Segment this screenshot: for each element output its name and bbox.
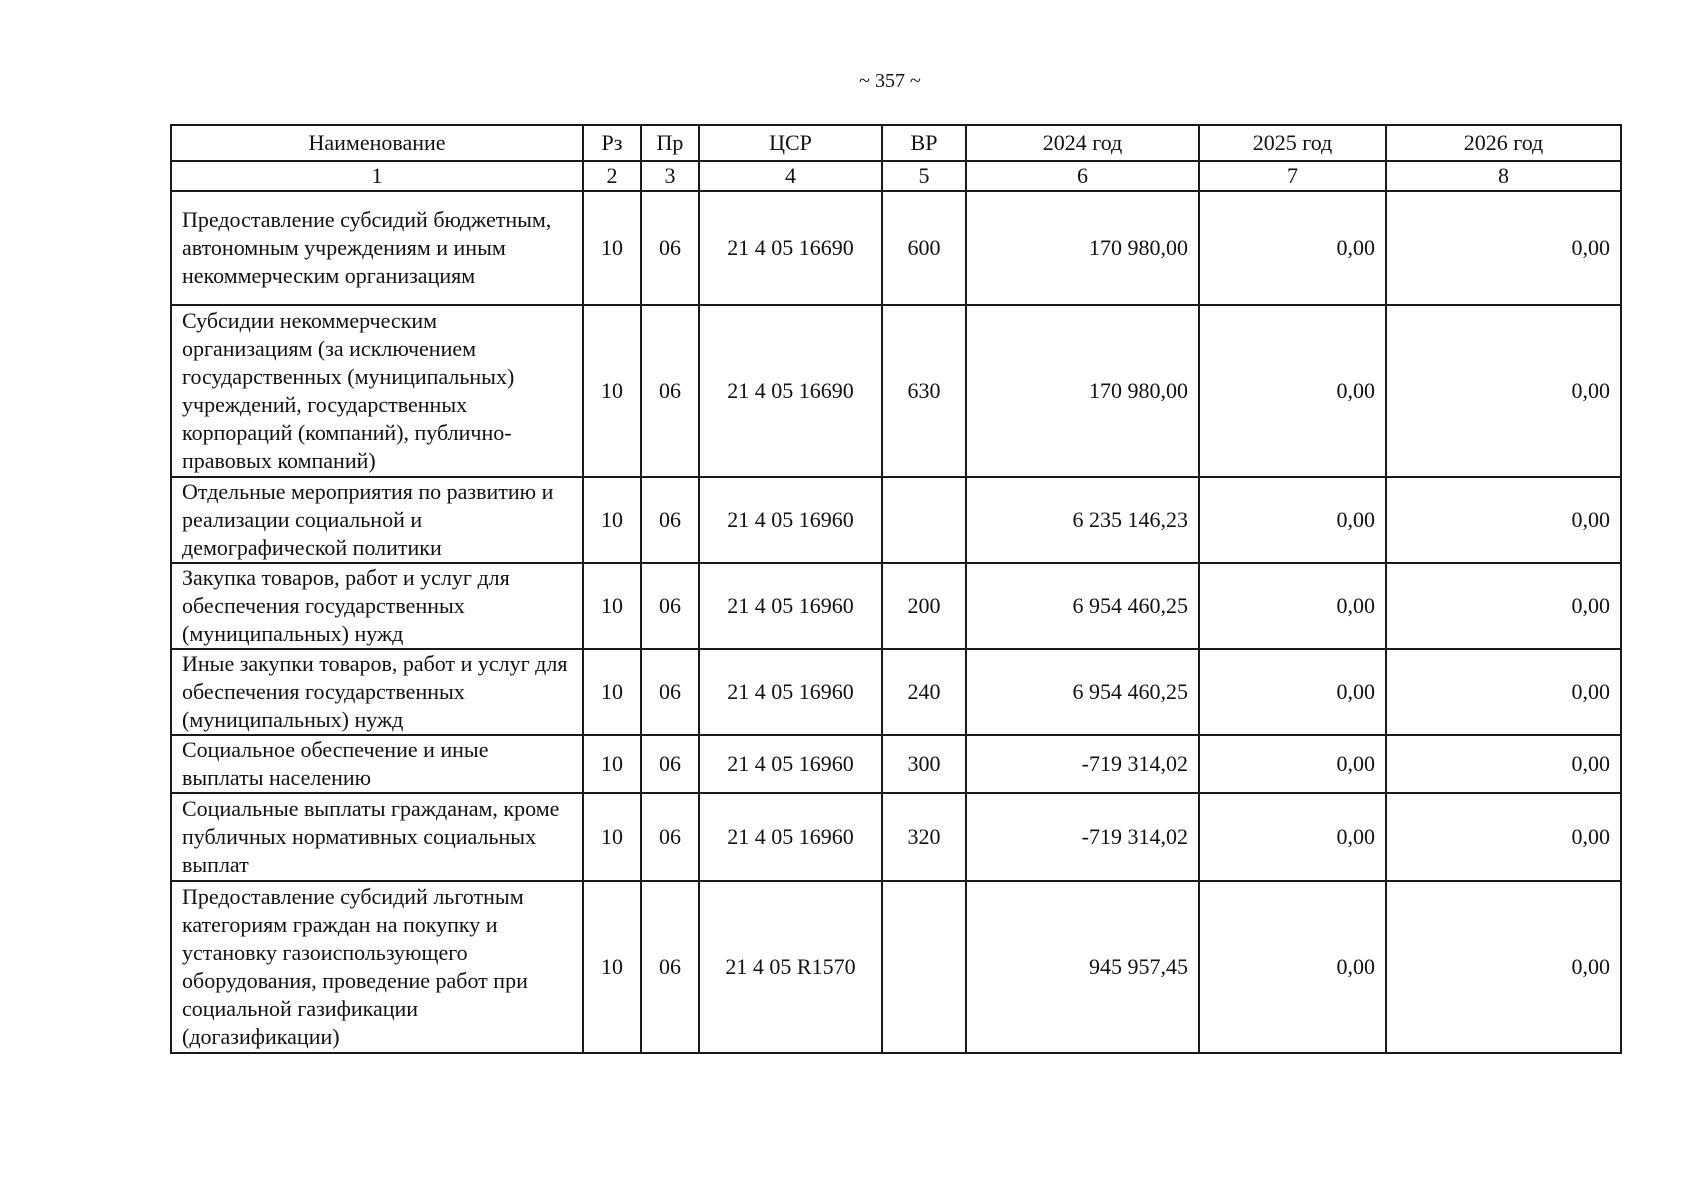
row-amount-2025: 0,00 [1199,881,1386,1053]
row-rz: 10 [583,881,641,1053]
row-amount-2025: 0,00 [1199,563,1386,649]
row-vr: 320 [882,793,966,881]
header-csr: ЦСР [699,125,882,161]
row-pr: 06 [641,191,699,305]
row-csr: 21 4 05 R1570 [699,881,882,1053]
column-number: 8 [1386,161,1621,191]
row-amount-2026: 0,00 [1386,793,1621,881]
row-rz: 10 [583,563,641,649]
row-name: Предоставление субсидий бюджетным, автономным учреждениям и иным некоммерческим организациям [171,191,583,305]
row-amount-2025: 0,00 [1199,477,1386,563]
header-2025: 2025 год [1199,125,1386,161]
row-amount-2024: 6 954 460,25 [966,563,1199,649]
header-row [171,125,1621,161]
row-vr [882,477,966,563]
row-name: Иные закупки товаров, работ и услуг для обеспечения государственных (муниципальных) нужд [171,649,583,735]
column-number: 1 [171,161,583,191]
row-pr: 06 [641,563,699,649]
row-rz: 10 [583,735,641,793]
table-row [171,477,1621,563]
row-amount-2026: 0,00 [1386,477,1621,563]
row-amount-2024: 6 235 146,23 [966,477,1199,563]
row-vr [882,881,966,1053]
table-row [171,563,1621,649]
row-amount-2026: 0,00 [1386,881,1621,1053]
column-number: 6 [966,161,1199,191]
row-rz: 10 [583,477,641,563]
row-amount-2025: 0,00 [1199,305,1386,477]
row-amount-2026: 0,00 [1386,735,1621,793]
header-vr: ВР [882,125,966,161]
header-2024: 2024 год [966,125,1199,161]
row-name: Отдельные мероприятия по развитию и реализации социальной и демографической политики [171,477,583,563]
row-vr: 240 [882,649,966,735]
row-amount-2025: 0,00 [1199,649,1386,735]
row-amount-2026: 0,00 [1386,191,1621,305]
row-name: Предоставление субсидий льготным категориям граждан на покупку и установку газоиспользующего оборудования, проведение работ при социальной газификации (догазификации) [171,881,583,1053]
column-number: 7 [1199,161,1386,191]
row-vr: 600 [882,191,966,305]
row-amount-2026: 0,00 [1386,649,1621,735]
row-rz: 10 [583,793,641,881]
row-pr: 06 [641,793,699,881]
page-number: ~ 357 ~ [859,70,921,92]
row-rz: 10 [583,191,641,305]
table-row [171,735,1621,793]
row-pr: 06 [641,477,699,563]
column-number: 3 [641,161,699,191]
header-pr: Пр [641,125,699,161]
header-rz: Рз [583,125,641,161]
row-amount-2025: 0,00 [1199,735,1386,793]
row-amount-2024: 170 980,00 [966,191,1199,305]
table-row [171,305,1621,477]
column-number: 2 [583,161,641,191]
row-csr: 21 4 05 16960 [699,563,882,649]
row-amount-2026: 0,00 [1386,563,1621,649]
row-csr: 21 4 05 16960 [699,793,882,881]
column-number: 5 [882,161,966,191]
header-2026: 2026 год [1386,125,1621,161]
row-name: Закупка товаров, работ и услуг для обеспечения государственных (муниципальных) нужд [171,563,583,649]
row-pr: 06 [641,881,699,1053]
row-amount-2024: 170 980,00 [966,305,1199,477]
row-vr: 630 [882,305,966,477]
row-csr: 21 4 05 16690 [699,305,882,477]
column-number: 4 [699,161,882,191]
row-amount-2026: 0,00 [1386,305,1621,477]
row-amount-2024: -719 314,02 [966,735,1199,793]
row-pr: 06 [641,305,699,477]
row-rz: 10 [583,649,641,735]
row-name: Субсидии некоммерческим организациям (за исключением государственных (муниципальных) учреждений, государственных корпораций (компаний), публично-правовых компаний) [171,305,583,477]
row-vr: 300 [882,735,966,793]
row-name: Социальные выплаты гражданам, кроме публичных нормативных социальных выплат [171,793,583,881]
column-number-row [171,161,1621,191]
row-pr: 06 [641,735,699,793]
row-amount-2024: 945 957,45 [966,881,1199,1053]
row-amount-2025: 0,00 [1199,191,1386,305]
budget-table [170,124,1622,1054]
row-csr: 21 4 05 16960 [699,735,882,793]
header-name: Наименование [171,125,583,161]
row-amount-2024: 6 954 460,25 [966,649,1199,735]
table-row [171,793,1621,881]
row-csr: 21 4 05 16690 [699,191,882,305]
row-amount-2025: 0,00 [1199,793,1386,881]
row-vr: 200 [882,563,966,649]
row-name: Социальное обеспечение и иные выплаты населению [171,735,583,793]
row-csr: 21 4 05 16960 [699,477,882,563]
table-row [171,649,1621,735]
table-row [171,191,1621,305]
row-rz: 10 [583,305,641,477]
table-row [171,881,1621,1053]
row-amount-2024: -719 314,02 [966,793,1199,881]
row-pr: 06 [641,649,699,735]
row-csr: 21 4 05 16960 [699,649,882,735]
